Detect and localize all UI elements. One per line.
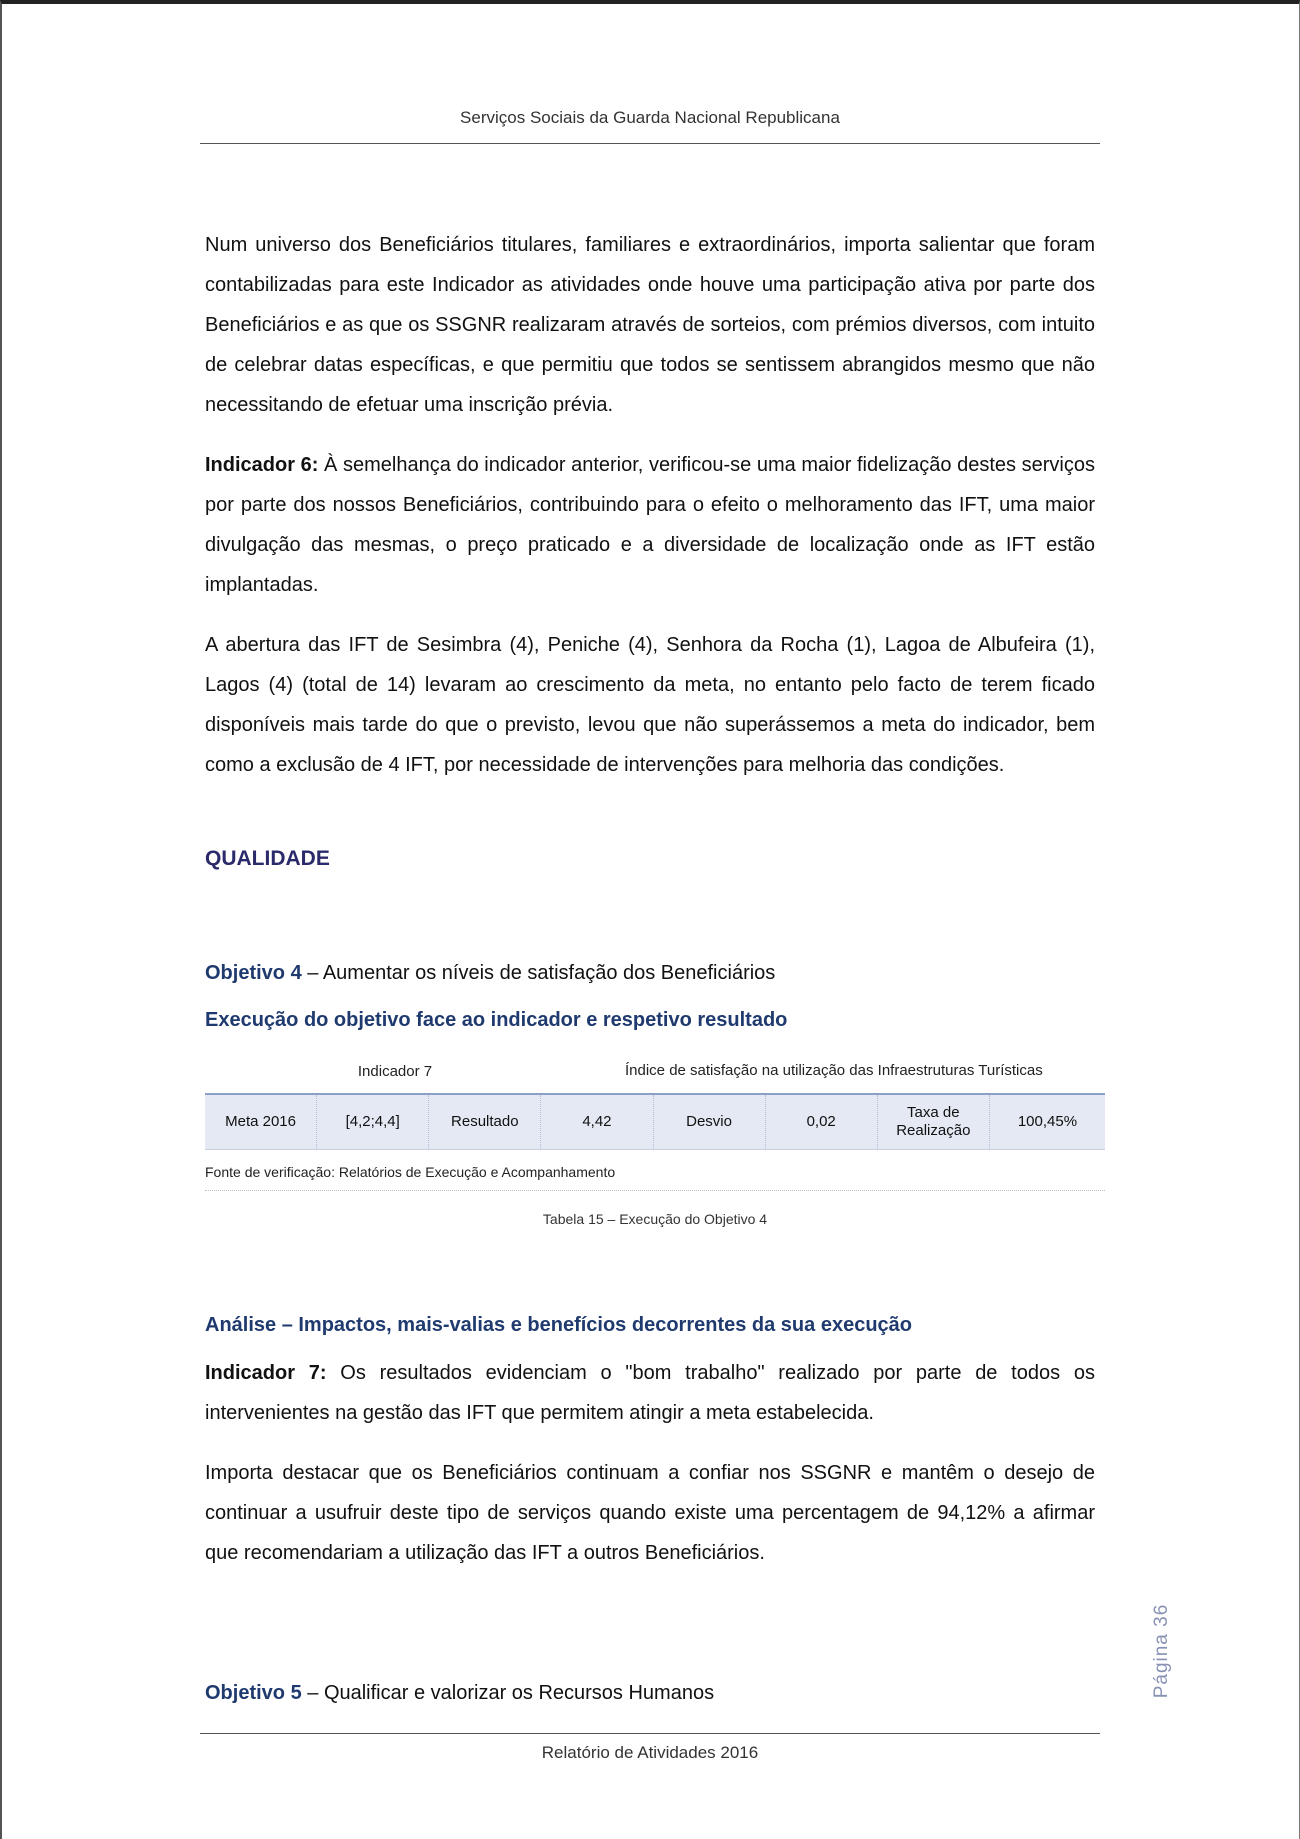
paragraph-3: A abertura das IFT de Sesimbra (4), Peniche (4), Senhora da Rocha (1), Lagoa de Albufeira (1), Lagos (4) (total de 14) levaram ao crescimento da meta, no entanto pelo facto de terem ficado disponíveis mais tarde do que o previsto, levou que não superássemos a meta do indicador, bem como a exclusão de 4 IFT, por necessidade de intervenções para melhoria das condições. [205, 634, 1095, 776]
section-title: QUALIDADE [205, 847, 330, 870]
page-number-label: Página 36 [1151, 1603, 1172, 1699]
indicator-label: Indicador 7 [357, 1062, 433, 1080]
execution-table [205, 1049, 1105, 1227]
footer-divider [200, 1733, 1100, 1734]
rate-label: Taxa de Realização [878, 1095, 990, 1149]
indicator-7-text: Os resultados evidenciam o "bom trabalho" realizado por parte de todos os intervenientes na gestão das IFT que permitem atingir a meta estabelecida. [205, 1362, 1095, 1424]
page-number-side [1142, 1600, 1182, 1720]
page-content [205, 225, 1095, 1713]
indicator-description: Índice de satisfação na utilização das Infraestruturas Turísticas [625, 1062, 1043, 1079]
paragraph-1: Num universo dos Beneficiários titulares, familiares e extraordinários, importa salientar que foram contabilizadas para este Indicador as atividades onde houve uma participação ativa por parte dos Beneficiários e as que os SSGNR realizaram através de sorteios, com prémios diversos, com intuito de celebrar datas específicas, e que permitiu que todos se sentissem abrangidos mesmo que não necessitando de efetuar uma inscrição prévia. [205, 234, 1095, 416]
meta-label: Meta 2016 [205, 1095, 317, 1149]
objective-5-label: Objetivo 5 [205, 1682, 302, 1704]
indicator-6-text: À semelhança do indicador anterior, verificou-se uma maior fidelização destes serviços por parte dos nossos Beneficiários, contribuindo para o efeito o melhoramento das IFT, uma maior divulgação das mesmas, o preço praticado e a diversidade de localização onde as IFT estão implantadas. [205, 454, 1095, 596]
result-label: Resultado [429, 1095, 541, 1149]
paragraph-indicator-7 [205, 1353, 1095, 1433]
objective-5-text: – Qualificar e valorizar os Recursos Humanos [301, 1682, 715, 1704]
objective-5-heading [205, 1673, 1095, 1713]
page-footer: Relatório de Atividades 2016 [541, 1743, 759, 1762]
paragraph-5: Importa destacar que os Beneficiários continuam a confiar nos SSGNR e mantêm o desejo de continuar a usufruir deste tipo de serviços quando existe uma percentagem de 94,12% a afirmar que recomendariam a utilização das IFT a outros Beneficiários. [205, 1462, 1095, 1564]
indicator-6-label: Indicador 6: [205, 454, 319, 476]
page-header: Serviços Sociais da Guarda Nacional Republicana [460, 108, 840, 127]
execution-title: Execução do objetivo face ao indicador e respetivo resultado [205, 1009, 788, 1031]
table-row [205, 1095, 1105, 1150]
deviation-label: Desvio [654, 1095, 766, 1149]
header-divider [200, 143, 1100, 144]
table-source: Fonte de verificação: Relatórios de Execução e Acompanhamento [205, 1150, 1105, 1191]
analysis-title: Análise – Impactos, mais-valias e benefícios decorrentes da sua execução [205, 1314, 912, 1336]
result-value: 4,42 [541, 1095, 653, 1149]
objective-4-text: – Aumentar os níveis de satisfação dos Beneficiários [301, 962, 776, 984]
objective-4-label: Objetivo 4 [205, 962, 302, 984]
objective-4-heading [205, 953, 1095, 993]
paragraph-indicator-6 [205, 445, 1095, 605]
deviation-value: 0,02 [766, 1095, 878, 1149]
table-header [205, 1049, 1105, 1095]
meta-value: [4,2;4,4] [317, 1095, 429, 1149]
table-caption: Tabela 15 – Execução do Objetivo 4 [542, 1211, 768, 1227]
indicator-7-label: Indicador 7: [205, 1362, 327, 1384]
rate-value: 100,45% [1017, 1113, 1078, 1130]
